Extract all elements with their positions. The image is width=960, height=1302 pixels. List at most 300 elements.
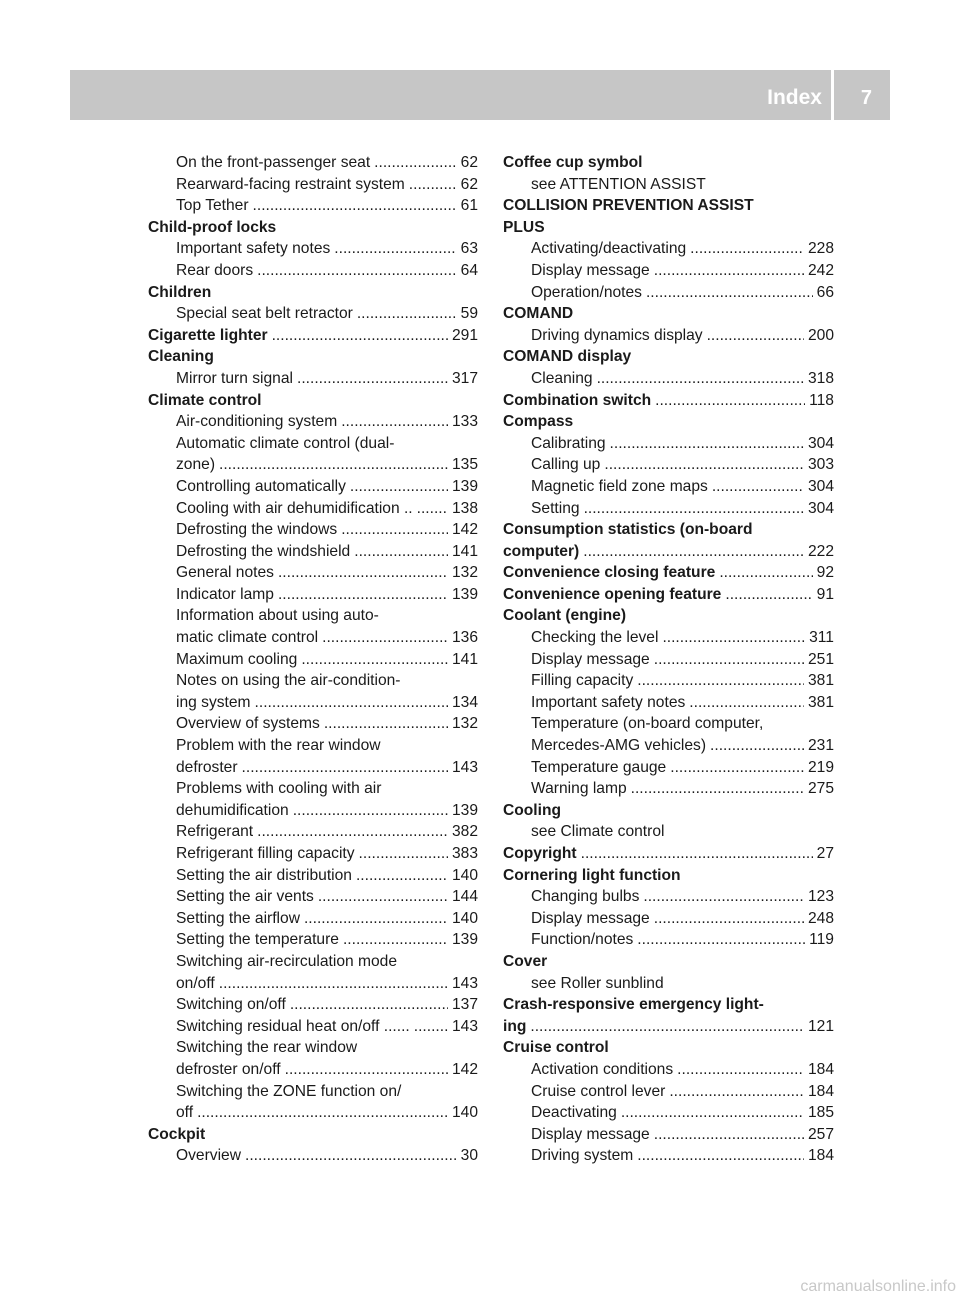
dot-leader (670, 757, 804, 779)
dot-leader (257, 821, 448, 843)
entry-text: off (176, 1104, 194, 1122)
index-subentry (503, 368, 834, 390)
entry-text: Refrigerant (176, 823, 254, 841)
dot-leader (637, 929, 805, 951)
page-reference: 92 (816, 564, 834, 582)
index-subentry (148, 757, 478, 779)
dot-leader (643, 886, 804, 908)
entry-text: on/off (176, 974, 215, 992)
entry-text: Function/notes (531, 931, 634, 949)
page-reference: 121 (807, 1017, 834, 1035)
page-reference: 381 (807, 693, 834, 711)
page-reference: 62 (460, 154, 478, 171)
dot-leader (242, 757, 448, 779)
dot-leader (655, 390, 805, 412)
entry-text: Calibrating (531, 434, 606, 452)
index-entry (503, 584, 834, 606)
index-subentry (148, 454, 478, 476)
index-subentry (503, 238, 834, 260)
dot-leader (357, 303, 457, 325)
entry-text: Notes on using the air-condition- (176, 672, 401, 690)
entry-text: PLUS (503, 218, 545, 236)
index-subentry (503, 973, 834, 995)
dot-leader (631, 778, 804, 800)
index-subentry (148, 476, 478, 498)
index-subentry (503, 1145, 834, 1167)
page-reference: 64 (460, 261, 478, 279)
index-subentry (148, 519, 478, 541)
index-subentry (148, 238, 478, 260)
dot-leader (278, 584, 448, 606)
entry-text: Cleaning (531, 369, 593, 387)
page-reference: 139 (451, 931, 478, 949)
entry-text: Switching the ZONE function on/ (176, 1082, 402, 1100)
page-reference: 231 (807, 737, 834, 755)
index-entry (503, 303, 834, 325)
index-entry (503, 865, 834, 887)
page-reference: 304 (807, 499, 834, 517)
index-entry (148, 282, 478, 304)
index-subentry (503, 174, 834, 196)
entry-text: Children (148, 283, 212, 301)
entry-text: Cruise control lever (531, 1082, 666, 1100)
section-title: Index (767, 86, 822, 109)
entry-text: COMAND (503, 305, 574, 323)
index-subentry (503, 908, 834, 930)
index-subentry (148, 1081, 478, 1103)
entry-text: Checking the level (531, 629, 659, 647)
entry-text: Calling up (531, 456, 601, 474)
index-subentry (148, 692, 478, 714)
entry-text: Setting the temperature (176, 931, 339, 949)
entry-text: Display message (531, 909, 650, 927)
entry-text: computer) (503, 542, 580, 560)
index-subentry (148, 303, 478, 325)
dot-leader (343, 929, 448, 951)
entry-text: Switching residual heat on/off ...... (176, 1017, 410, 1035)
dot-leader (374, 152, 456, 174)
index-subentry (148, 1037, 478, 1059)
entry-text: Filling capacity (531, 672, 634, 690)
index-subentry (148, 411, 478, 433)
entry-text: Magnetic field zone maps (531, 477, 708, 495)
page-reference: 381 (807, 672, 834, 690)
dot-leader (304, 908, 448, 930)
entry-text: Indicator lamp (176, 585, 274, 603)
entry-text: Special seat belt retractor (176, 305, 353, 323)
entry-text: Mirror turn signal (176, 369, 293, 387)
index-subentry (148, 951, 478, 973)
dot-leader (621, 1102, 804, 1124)
index-subentry (148, 929, 478, 951)
page-reference: 61 (460, 197, 478, 215)
index-entry (148, 1124, 478, 1146)
entry-text: Overview of systems (176, 715, 320, 733)
page-reference: 142 (451, 521, 478, 539)
index-subentry (148, 498, 478, 520)
index-subentry (503, 498, 834, 520)
index-entry (503, 152, 834, 174)
entry-text: Deactivating (531, 1104, 617, 1122)
dot-leader (257, 260, 457, 282)
dot-leader (654, 260, 804, 282)
index-subentry (148, 562, 478, 584)
page-reference: 304 (807, 434, 834, 452)
dot-leader (610, 433, 804, 455)
entry-text: Switching the rear window (176, 1039, 358, 1057)
entry-text: COMAND display (503, 348, 632, 366)
entry-text: Activation conditions (531, 1060, 674, 1078)
page-reference: 251 (807, 650, 834, 668)
entry-text: zone) (176, 456, 216, 474)
entry-text: Setting the air vents (176, 888, 314, 906)
entry-text: defroster (176, 758, 238, 776)
page-reference: 200 (807, 326, 834, 344)
entry-text: see Roller sunblind (531, 974, 664, 992)
page-reference: 242 (807, 261, 834, 279)
dot-leader (417, 498, 448, 520)
dot-leader (581, 843, 813, 865)
index-subentry (503, 670, 834, 692)
entry-text: Defrosting the windows (176, 521, 338, 539)
entry-text: Important safety notes (531, 693, 686, 711)
index-subentry (503, 1081, 834, 1103)
page-reference: 248 (807, 909, 834, 927)
index-entry (503, 843, 834, 865)
index-subentry (148, 627, 478, 649)
index-subentry (148, 821, 478, 843)
dot-leader (245, 1145, 457, 1167)
page-reference: 132 (451, 715, 478, 733)
dot-leader (654, 908, 804, 930)
entry-text: Crash-responsive emergency light- (503, 996, 764, 1014)
entry-text: Display message (531, 650, 650, 668)
page-reference: 142 (451, 1060, 478, 1078)
index-subentry (503, 454, 834, 476)
entry-text: Climate control (148, 391, 262, 409)
page-reference: 119 (809, 931, 834, 949)
entry-text: Top Tether (176, 197, 249, 215)
entry-text: Convenience closing feature (503, 564, 716, 582)
index-subentry (148, 1059, 478, 1081)
index-subentry (503, 735, 834, 757)
page-reference: 383 (451, 845, 478, 862)
page-reference: 139 (451, 585, 478, 603)
page-reference: 123 (807, 888, 834, 906)
index-entry (503, 951, 834, 973)
dot-leader (712, 476, 804, 498)
index-subentry (503, 1124, 834, 1146)
page-reference: 228 (807, 240, 834, 258)
index-subentry (148, 865, 478, 887)
entry-text: see Climate control (531, 823, 665, 841)
index-subentry (148, 368, 478, 390)
index-subentry (503, 692, 834, 714)
entry-text: Cover (503, 952, 548, 970)
dot-leader (707, 325, 804, 347)
page-header (70, 70, 890, 120)
dot-leader (272, 325, 448, 347)
index-entry (503, 195, 834, 217)
page-reference: 257 (807, 1125, 834, 1143)
dot-leader (278, 562, 448, 584)
page-reference: 143 (451, 974, 478, 992)
page-reference: 144 (451, 888, 478, 906)
entry-text: Setting the air distribution (176, 866, 352, 884)
dot-leader (293, 800, 448, 822)
index-entry (503, 346, 834, 368)
page-reference: 139 (451, 801, 478, 819)
dot-leader (646, 282, 813, 304)
page-reference: 91 (816, 585, 834, 603)
entry-text: Cruise control (503, 1039, 609, 1057)
index-subentry (148, 713, 478, 735)
index-subentry (148, 584, 478, 606)
entry-text: Convenience opening feature (503, 585, 722, 603)
entry-text: Problem with the rear window (176, 737, 381, 755)
entry-text: ing (503, 1017, 527, 1035)
page-reference: 219 (807, 758, 834, 776)
dot-leader (637, 670, 804, 692)
index-subentry (503, 929, 834, 951)
index-entry (148, 325, 478, 347)
page-reference: 184 (807, 1147, 834, 1165)
index-entry (503, 390, 834, 412)
index-subentry (148, 735, 478, 757)
entry-text: Display message (531, 261, 650, 279)
entry-text: Operation/notes (531, 283, 642, 301)
dot-leader (297, 368, 448, 390)
index-subentry (503, 713, 834, 735)
index-subentry (148, 908, 478, 930)
entry-text: On the front-passenger seat (176, 154, 371, 171)
index-subentry (148, 195, 478, 217)
dot-leader (583, 541, 804, 563)
dot-leader (530, 1016, 804, 1038)
dot-leader (324, 713, 448, 735)
entry-text: Copyright (503, 845, 577, 862)
dot-leader (409, 174, 457, 196)
index-entry (503, 541, 834, 563)
index-subentry (503, 1102, 834, 1124)
entry-text: Consumption statistics (on-board (503, 521, 753, 539)
entry-text: COLLISION PREVENTION ASSIST (503, 197, 754, 215)
index-subentry (503, 1059, 834, 1081)
page-reference: 275 (807, 780, 834, 798)
index-subentry (503, 282, 834, 304)
entry-text: Changing bulbs (531, 888, 640, 906)
entry-text: Switching on/off (176, 996, 286, 1014)
entry-text: Coffee cup symbol (503, 154, 643, 171)
entry-text: Rearward-facing restraint system (176, 175, 405, 193)
dot-leader (597, 368, 804, 390)
entry-text: Information about using auto- (176, 607, 379, 625)
entry-text: Setting the airflow (176, 909, 300, 927)
index-subentry (148, 973, 478, 995)
entry-text: Temperature gauge (531, 758, 667, 776)
index-subentry (148, 1145, 478, 1167)
dot-leader (219, 454, 448, 476)
dot-leader (690, 238, 804, 260)
dot-leader (341, 411, 448, 433)
index-subentry (503, 325, 834, 347)
dot-leader (253, 195, 457, 217)
dot-leader (662, 627, 805, 649)
entry-text: Coolant (engine) (503, 607, 627, 625)
dot-leader (725, 584, 812, 606)
index-subentry (148, 778, 478, 800)
entry-text: Compass (503, 413, 574, 431)
dot-leader (677, 1059, 804, 1081)
index-entry (503, 605, 834, 627)
entry-text: Cleaning (148, 348, 214, 366)
page-reference: 27 (816, 845, 834, 862)
entry-text: Problems with cooling with air (176, 780, 382, 798)
page-reference: 141 (451, 650, 478, 668)
dot-leader (197, 1102, 448, 1124)
index-entry (148, 346, 478, 368)
index-entry (148, 217, 478, 239)
page-reference: 63 (460, 240, 478, 258)
page-reference: 134 (451, 693, 478, 711)
entry-text: Cigarette lighter (148, 326, 268, 344)
index-subentry (148, 260, 478, 282)
page-reference: 222 (807, 542, 834, 560)
index-subentry (148, 605, 478, 627)
index-entry (503, 562, 834, 584)
entry-text: Activating/deactivating (531, 240, 687, 258)
page-reference: 30 (460, 1147, 478, 1165)
entry-text: Switching air-recirculation mode (176, 952, 398, 970)
dot-leader (637, 1145, 804, 1167)
entry-text: Defrosting the windshield (176, 542, 351, 560)
index-subentry (148, 1102, 478, 1124)
index-subentry (503, 821, 834, 843)
dot-leader (689, 692, 804, 714)
index-subentry (503, 627, 834, 649)
page-reference: 135 (451, 456, 478, 474)
page-reference: 143 (451, 1017, 478, 1035)
dot-leader (255, 692, 448, 714)
entry-text: Important safety notes (176, 240, 331, 258)
entry-text: Air-conditioning system (176, 413, 338, 431)
page-reference: 291 (451, 326, 478, 344)
entry-text: Cooling (503, 801, 562, 819)
entry-text: ing system (176, 693, 251, 711)
dot-leader (301, 649, 448, 671)
dot-leader (322, 627, 448, 649)
entry-text: Driving system (531, 1147, 634, 1165)
entry-text: Cockpit (148, 1125, 206, 1143)
page-reference: 62 (460, 175, 478, 193)
dot-leader (285, 1059, 448, 1081)
page-reference: 133 (451, 413, 478, 431)
dot-leader (318, 886, 448, 908)
index-subentry (148, 843, 478, 865)
entry-text: Mercedes-AMG vehicles) (531, 737, 707, 755)
entry-text: Display message (531, 1125, 650, 1143)
watermark: carmanualsonline.info (800, 1278, 956, 1295)
entry-text: defroster on/off (176, 1060, 281, 1078)
index-subentry (148, 541, 478, 563)
index-entry (503, 217, 834, 239)
page-reference: 311 (809, 629, 834, 647)
entry-text: Driving dynamics display (531, 326, 703, 344)
index-subentry (503, 260, 834, 282)
entry-text: Setting (531, 499, 580, 517)
page-reference: 318 (807, 369, 834, 387)
index-column-right (503, 152, 834, 1167)
dot-leader (669, 1081, 804, 1103)
index-subentry (503, 476, 834, 498)
page-reference: 132 (451, 564, 478, 582)
page-reference: 140 (451, 909, 478, 927)
index-subentry (503, 778, 834, 800)
index-subentry (503, 433, 834, 455)
dot-leader (290, 994, 448, 1016)
entry-text: Controlling automatically (176, 477, 346, 495)
entry-text: General notes (176, 564, 274, 582)
index-subentry (503, 757, 834, 779)
dot-leader (354, 541, 448, 563)
entry-text: Temperature (on-board computer, (531, 715, 764, 733)
page-reference: 143 (451, 758, 478, 776)
dot-leader (219, 973, 448, 995)
dot-leader (710, 735, 804, 757)
dot-leader (359, 843, 448, 865)
page-reference: 184 (807, 1082, 834, 1100)
index-entry (503, 1016, 834, 1038)
entry-text: matic climate control (176, 629, 319, 647)
page-reference: 304 (807, 477, 834, 495)
entry-text: Child-proof locks (148, 218, 277, 236)
dot-leader (356, 865, 448, 887)
page-reference: 317 (451, 369, 478, 387)
dot-leader (719, 562, 812, 584)
page-reference: 140 (451, 866, 478, 884)
page-reference: 66 (816, 283, 834, 301)
page-reference: 136 (451, 629, 478, 647)
page-reference: 59 (460, 305, 478, 323)
index-subentry (148, 152, 478, 174)
dot-leader (584, 498, 804, 520)
dot-leader (334, 238, 456, 260)
index-entry (148, 390, 478, 412)
page-reference: 137 (451, 996, 478, 1014)
index-entry (503, 411, 834, 433)
page-reference: 303 (807, 456, 834, 474)
page-reference: 139 (451, 477, 478, 495)
index-subentry (148, 174, 478, 196)
index-subentry (148, 886, 478, 908)
dot-leader (414, 1016, 448, 1038)
index-entry (503, 800, 834, 822)
page-reference: 138 (451, 499, 478, 517)
entry-text: Warning lamp (531, 780, 627, 798)
index-subentry (503, 649, 834, 671)
dot-leader (350, 476, 448, 498)
entry-text: dehumidification (176, 801, 289, 819)
page-reference: 140 (451, 1104, 478, 1122)
entry-text: Combination switch (503, 391, 652, 409)
index-subentry (148, 649, 478, 671)
page-number: 7 (860, 87, 872, 109)
index-subentry (148, 1016, 478, 1038)
entry-text: Maximum cooling (176, 650, 298, 668)
index-subentry (148, 670, 478, 692)
dot-leader (341, 519, 448, 541)
index-subentry (148, 433, 478, 455)
